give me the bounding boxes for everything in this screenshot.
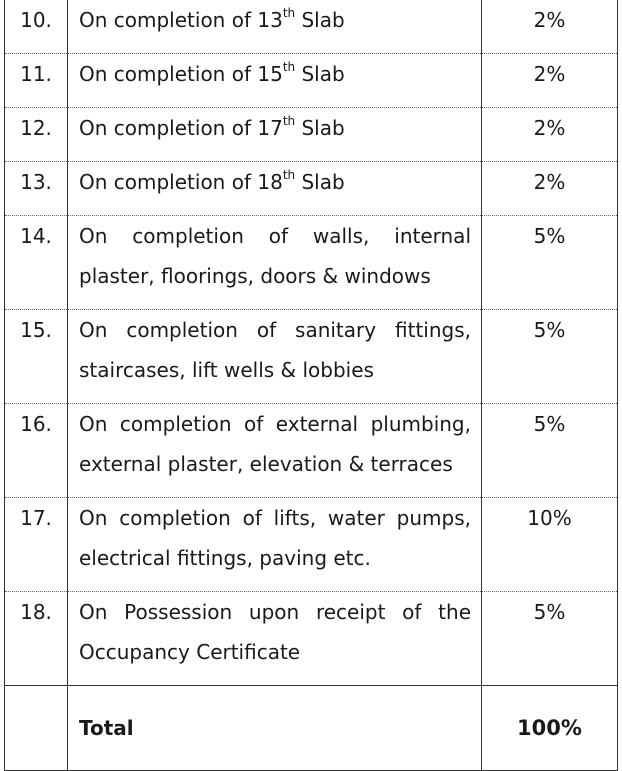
row-number: 13. bbox=[5, 162, 68, 216]
row-percentage: 5% bbox=[482, 592, 618, 686]
row-description: On completion of 13th Slab bbox=[68, 0, 482, 54]
row-percentage: 2% bbox=[482, 108, 618, 162]
total-number-cell bbox=[5, 686, 68, 771]
row-percentage: 5% bbox=[482, 216, 618, 310]
table-row bbox=[5, 216, 618, 310]
table-row bbox=[5, 162, 618, 216]
payment-schedule-table bbox=[4, 0, 618, 771]
table-row bbox=[5, 0, 618, 54]
row-number: 14. bbox=[5, 216, 68, 310]
row-percentage: 2% bbox=[482, 162, 618, 216]
row-percentage: 2% bbox=[482, 54, 618, 108]
row-percentage: 5% bbox=[482, 310, 618, 404]
table-row bbox=[5, 108, 618, 162]
table-row bbox=[5, 54, 618, 108]
row-number: 11. bbox=[5, 54, 68, 108]
row-percentage: 2% bbox=[482, 0, 618, 54]
row-number: 18. bbox=[5, 592, 68, 686]
table-row bbox=[5, 310, 618, 404]
row-number: 16. bbox=[5, 404, 68, 498]
row-number: 10. bbox=[5, 0, 68, 54]
row-number: 12. bbox=[5, 108, 68, 162]
row-description: On completion of 17th Slab bbox=[68, 108, 482, 162]
total-label: Total bbox=[68, 686, 482, 771]
table-row bbox=[5, 404, 618, 498]
row-number: 17. bbox=[5, 498, 68, 592]
table-row bbox=[5, 498, 618, 592]
row-description: On completion of walls, internal plaster, floorings, doors & windows bbox=[68, 216, 482, 310]
total-percentage: 100% bbox=[482, 686, 618, 771]
row-description: On completion of external plumbing, external plaster, elevation & terraces bbox=[68, 404, 482, 498]
row-description: On completion of sanitary fittings, staircases, lift wells & lobbies bbox=[68, 310, 482, 404]
row-description: On Possession upon receipt of the Occupancy Certificate bbox=[68, 592, 482, 686]
row-description: On completion of 15th Slab bbox=[68, 54, 482, 108]
row-number: 15. bbox=[5, 310, 68, 404]
table-row bbox=[5, 592, 618, 686]
row-description: On completion of lifts, water pumps, electrical fittings, paving etc. bbox=[68, 498, 482, 592]
row-percentage: 5% bbox=[482, 404, 618, 498]
row-percentage: 10% bbox=[482, 498, 618, 592]
row-description: On completion of 18th Slab bbox=[68, 162, 482, 216]
total-row bbox=[5, 686, 618, 771]
